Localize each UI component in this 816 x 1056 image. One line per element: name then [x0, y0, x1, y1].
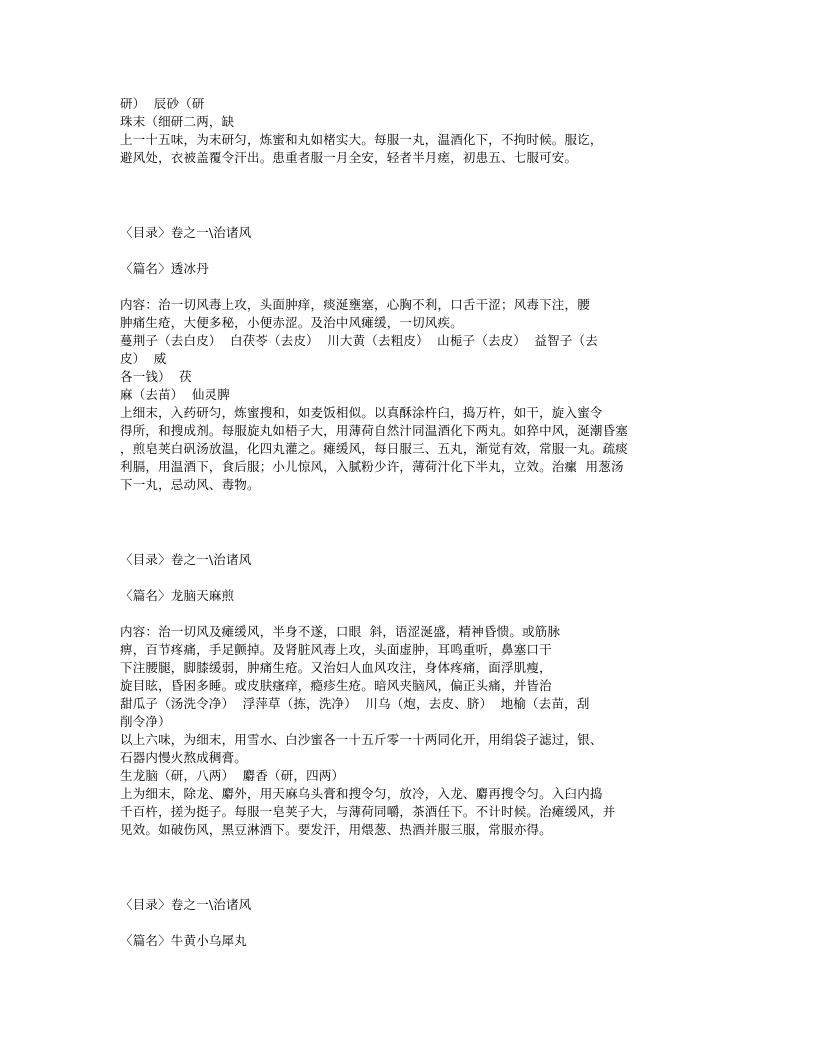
catalog-heading: 〈目录〉卷之一\治诸风: [120, 552, 252, 567]
text-line: 皮） 威: [120, 351, 167, 366]
text-line: 内容：治一切风及瘫缓风，半身不遂，口眼 斜，语涩涎盛，精神昏愦。或筋脉: [120, 624, 561, 639]
text-line: 利膈，用温酒下，食后服；小儿惊风，入腻粉少许，薄荷汁化下半丸，立效。治瘰 用葱汤: [120, 459, 624, 474]
chapter-title: 〈篇名〉牛黄小乌犀丸: [120, 933, 248, 948]
text-line: 以上六味，为细末，用雪水、白沙蜜各一十五斤零一十两同化开，用绢袋子滤过，银、: [120, 732, 603, 747]
chapter-title: 〈篇名〉透冰丹: [120, 261, 209, 276]
text-line: 生龙脑（研，八两） 麝香（研，四两）: [120, 768, 345, 783]
text-line: 得所，和搜成剂。每服旋丸如梧子大，用薄荷自然汁同温酒化下两丸。如猝中风，涎潮昏塞: [120, 423, 629, 438]
text-line: 千百杵，搓为挺子。每服一皂荚子大，与薄荷同嚼，茶酒任下。不计时候。治瘫缓风，并: [120, 804, 616, 819]
text-line: ，煎皂荚白矾汤放温，化四丸灌之。瘫缓风，每日服三、五丸，渐觉有效，常服一丸。疏痰: [120, 441, 629, 456]
text-line: 研） 辰砂（研: [120, 96, 205, 111]
chapter-title: 〈篇名〉龙脑天麻煎: [120, 588, 235, 603]
text-line: 削令净）: [120, 714, 171, 729]
catalog-heading: 〈目录〉卷之一\治诸风: [120, 225, 252, 240]
text-line: 麻（去苗） 仙灵脾: [120, 387, 230, 402]
text-line: 痹，百节疼痛，手足颤掉。及肾脏风毒上攻，头面虚肿，耳鸣重听，鼻塞口干: [120, 642, 552, 657]
text-line: 旋目眩，昏困多睡。或皮肤瘙痒，瘾疹生疮。暗风夹脑风，偏正头痛，并皆治: [120, 678, 552, 693]
text-line: 各一钱） 茯: [120, 369, 192, 384]
text-line: 上细末，入药研匀，炼蜜搜和，如麦饭相似。以真酥涂杵臼，捣万杵，如干，旋入蜜令: [120, 405, 603, 420]
text-line: 避风处，衣被盖覆令汗出。患重者服一月全安，轻者半月瘥，初患五、七服可安。: [120, 150, 578, 165]
text-line: 下一丸，忌动风、毒物。: [120, 477, 260, 492]
text-line: 上一十五味，为末研匀，炼蜜和丸如楮实大。每服一丸，温酒化下，不拘时候。服讫，: [120, 132, 603, 147]
text-line: 见效。如破伤风，黑豆淋酒下。要发汗，用煨葱、热酒并服三服，常服亦得。: [120, 822, 552, 837]
text-line: 珠末（细研二两，缺: [120, 114, 235, 129]
text-line: 上为细末，除龙、麝外，用天麻乌头膏和搜令匀，放冷，入龙、麝再搜令匀。入臼内捣: [120, 786, 603, 801]
text-line: 甜瓜子（汤洗令净） 浮萍草（拣，洗净） 川乌（炮，去皮、脐） 地榆（去苗，刮: [120, 696, 590, 711]
text-line: 肿痛生疮，大便多秘，小便赤涩。及治中风瘫缓，一切风疾。: [120, 315, 463, 330]
catalog-heading: 〈目录〉卷之一\治诸风: [120, 897, 252, 912]
text-line: 下注腰腿，脚膝缓弱，肿痛生疮。又治妇人血风攻注，身体疼痛，面浮肌瘦，: [120, 660, 552, 675]
text-line: 内容：治一切风毒上攻，头面肿痒，痰涎壅塞，心胸不利，口舌干涩；风毒下注，腰: [120, 297, 590, 312]
text-line: 蔓荆子（去白皮） 白茯苓（去皮） 川大黄（去粗皮） 山栀子（去皮） 益智子（去: [120, 333, 598, 348]
text-line: 石器内慢火熬成稠膏。: [120, 750, 248, 765]
